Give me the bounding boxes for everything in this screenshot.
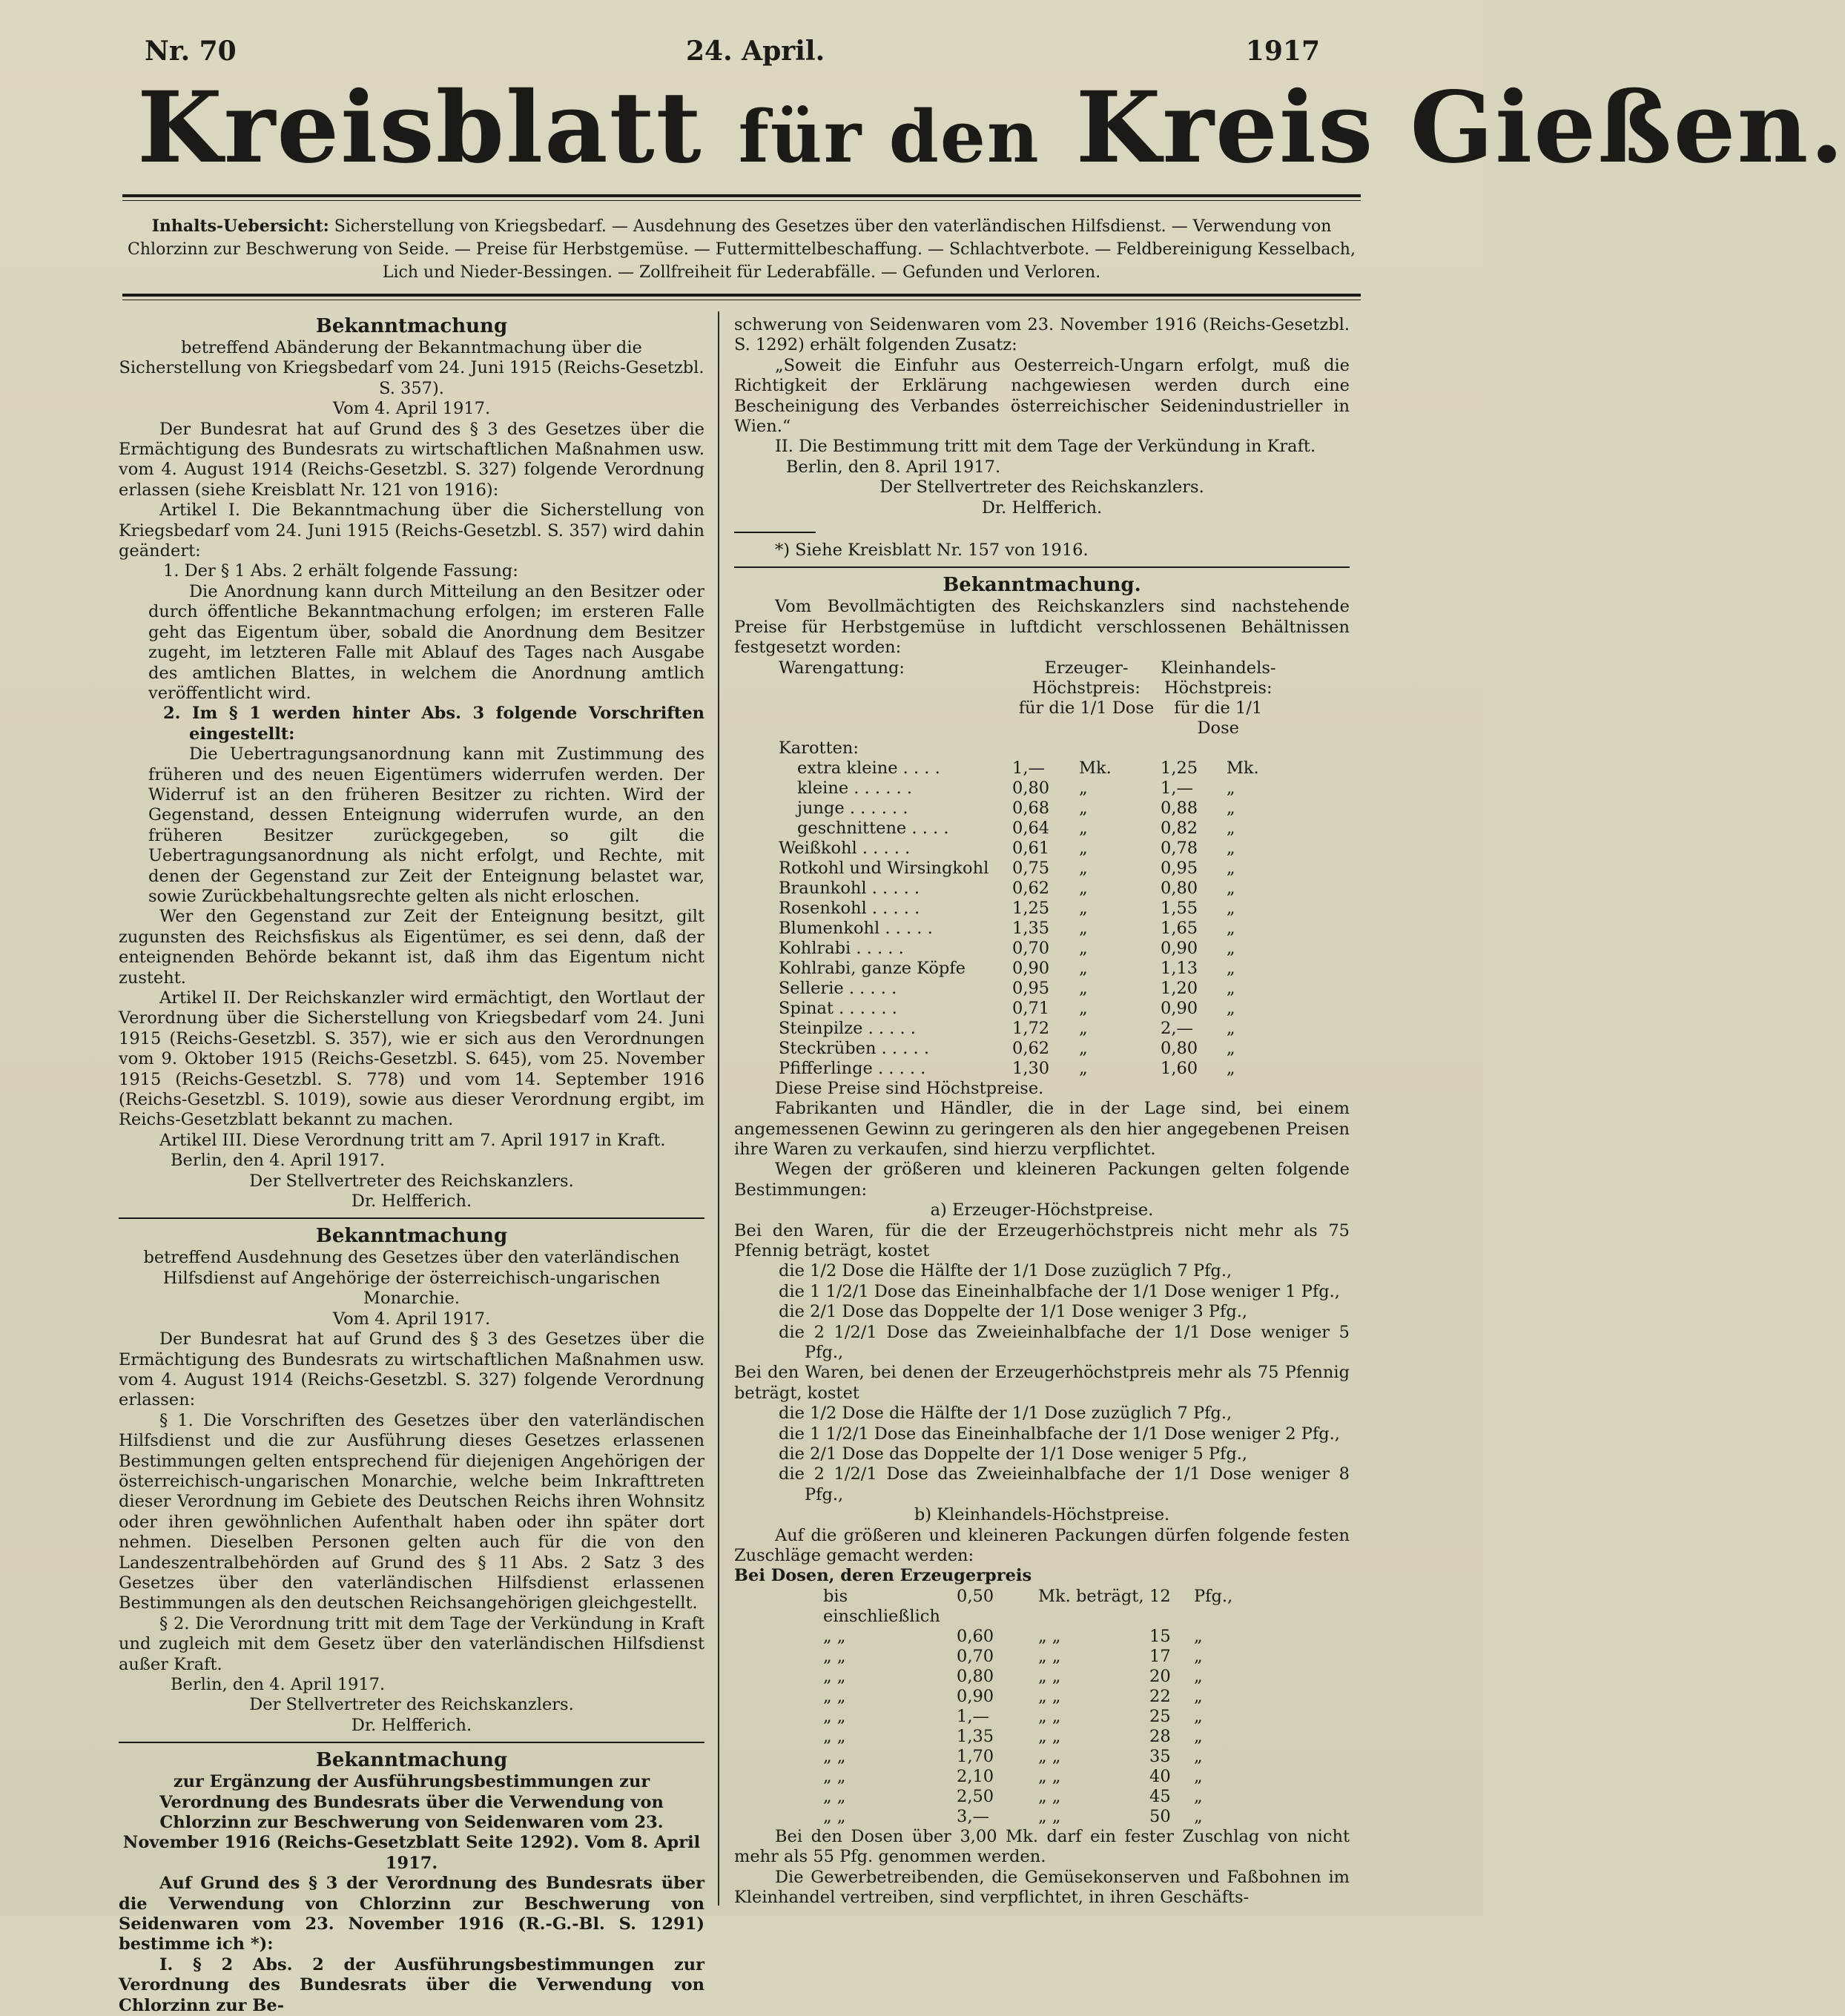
article-intro: Vom Bevollmächtigten des Reichskanzlers sind nachstehende Preise für Herbstgemüse in luftdicht verschlossenen Behältnissen festgesetzt worden: <box>734 597 1350 658</box>
article-paragraph: Die Anordnung kann durch Mitteilung an den Besitzer oder durch öffentliche Bekanntmachung erfolgen; im ersteren Falle geht das Eigentum über, sobald die Anordnung dem Besitzer zugeht, im letzteren Falle mit Ablauf des Tages nach Ausgabe des amtlichen Blattes, in welchem die Anordnung amtlich veröffentlicht wird. <box>148 581 704 703</box>
table-row <box>779 879 1275 899</box>
signature-role: Der Stellvertreter des Reichskanzlers. <box>249 1695 574 1715</box>
surcharge-cell-c: „ „ <box>1038 1746 1061 1766</box>
price-cell-e: 1,35 <box>1012 918 1050 938</box>
header-rule-thin <box>122 200 1361 201</box>
article-paragraph: Diese Preise sind Höchstpreise. <box>775 1078 1044 1098</box>
footnote-divider <box>734 532 816 533</box>
right-column <box>734 315 1350 1908</box>
signature-role: Der Stellvertreter des Reichskanzlers. <box>249 1171 574 1191</box>
price-cell-ku: „ <box>1226 998 1235 1018</box>
article-heading: Bekanntmachung <box>315 1749 508 1772</box>
price-cell-e: 0,95 <box>1012 978 1050 998</box>
table-row <box>823 1667 1232 1687</box>
surcharge-cell-c: „ „ <box>1038 1686 1061 1706</box>
price-cell-e: 1,25 <box>1012 898 1050 918</box>
article-continuation: schwerung von Seidenwaren vom 23. November 1916 (Reichs-Gesetzbl. S. 1292) erhält folgenden Zusatz: <box>734 315 1350 355</box>
article-paragraph: Artikel III. Diese Verordnung tritt am 7. April 1917 in Kraft. <box>159 1130 666 1150</box>
article-subtitle: betreffend Abänderung der Bekanntmachung über die Sicherstellung von Kriegsbedarf vom 24. Juni 1915 (Reichs-Gesetzbl. S. 357). <box>119 338 704 398</box>
issue-year: 1917 <box>1245 36 1320 67</box>
price-cell-ku: „ <box>1226 918 1235 938</box>
column-separator <box>718 311 719 1906</box>
surcharge-cell-b: 3,— <box>957 1806 989 1826</box>
section-heading: b) Kleinhandels-Höchstpreise. <box>914 1505 1170 1525</box>
table-row <box>779 899 1275 919</box>
table-row <box>779 919 1275 939</box>
article-paragraph: Bei Dosen, deren Erzeugerpreis <box>734 1566 1032 1586</box>
surcharge-cell-b: 0,80 <box>957 1666 994 1686</box>
surcharge-cell-b: 0,50 <box>957 1586 994 1606</box>
price-cell-name: Kohlrabi . . . . . <box>779 938 904 958</box>
price-cell-name: kleine . . . . . . <box>797 778 912 798</box>
surcharge-cell-c: „ „ <box>1038 1786 1061 1806</box>
article-divider <box>734 566 1350 568</box>
article-paragraph: Wer den Gegenstand zur Zeit der Enteignung besitzt, gilt zugunsten des Reichsfiskus als Eigentümer, es sei denn, daß der enteignenden Behörde bekannt ist, daß ihm das Eigentum nicht zusteht. <box>119 907 704 988</box>
price-cell-name: junge . . . . . . <box>797 798 908 818</box>
article-paragraph: Die Uebertragungsanordnung kann mit Zustimmung des früheren und des neuen Eigentümers widerrufen werden. Der Widerruf ist an den früheren Besitzer zu richten. Wird der Gegenstand, dessen Enteignung widerrufen wurde, an den früheren Besitzer zurückgegeben, so gilt die Uebertragungsanordnung als nicht erfolgt, und Rechte, mit denen der Gegenstand zur Zeit der Enteignung belastet war, sowie Zurückbehaltungsrechte gelten als nicht erloschen. <box>148 744 704 906</box>
surcharge-cell-e: „ <box>1194 1766 1203 1786</box>
table-row <box>779 959 1275 979</box>
table-row <box>823 1587 1232 1627</box>
surcharge-cell-a: „ „ <box>823 1686 846 1706</box>
article-date: Vom 4. April 1917. <box>332 399 491 419</box>
masthead-part-c: Kreis Gießen. <box>1075 70 1845 185</box>
masthead-part-b: für den <box>738 95 1040 179</box>
article-divider <box>119 1742 704 1743</box>
surcharge-cell-e: „ <box>1194 1666 1203 1686</box>
article-intro: Der Bundesrat hat auf Grund des § 3 des Gesetzes über die Ermächtigung des Bundesrats zu wirtschaftlichen Maßnahmen usw. vom 4. August 1914 (Reichs-Gesetzbl. S. 327) folgende Verordnung erlassen (siehe Kreisblatt Nr. 121 von 1916): <box>119 419 704 500</box>
price-cell-name: Rosenkohl . . . . . <box>779 898 920 918</box>
price-cell-name: Braunkohl . . . . . <box>779 878 920 898</box>
article-heading: Bekanntmachung <box>315 1225 508 1248</box>
price-cell-k: 0,95 <box>1161 858 1198 878</box>
price-cell-name: Sellerie . . . . . <box>779 978 897 998</box>
masthead-part-a: Kreisblatt <box>137 70 703 185</box>
table-row <box>779 979 1275 999</box>
surcharge-cell-d: 20 <box>1149 1666 1171 1686</box>
signature-name: Dr. Helfferich. <box>351 1715 472 1735</box>
section-heading: a) Erzeuger-Höchstpreise. <box>930 1200 1154 1220</box>
list-item: 1. Der § 1 Abs. 2 erhält folgende Fassung: <box>163 561 518 581</box>
surcharge-cell-c: „ „ <box>1038 1806 1061 1826</box>
price-cell-eu: „ <box>1079 858 1088 878</box>
surcharge-cell-b: 2,10 <box>957 1766 994 1786</box>
masthead-title <box>137 70 1845 193</box>
price-cell-ku: „ <box>1226 898 1235 918</box>
price-cell-ku: „ <box>1226 778 1235 798</box>
table-row <box>779 999 1275 1019</box>
surcharge-cell-c: „ „ <box>1038 1646 1061 1666</box>
price-cell-ku: „ <box>1226 1038 1235 1058</box>
surcharge-cell-e: „ <box>1194 1686 1203 1706</box>
price-cell-eu: „ <box>1079 918 1088 938</box>
surcharge-cell-d: 15 <box>1149 1626 1171 1646</box>
price-cell-ku: „ <box>1226 1058 1235 1078</box>
surcharge-cell-e: „ <box>1194 1706 1203 1726</box>
surcharge-cell-d: 17 <box>1149 1646 1171 1666</box>
price-cell-e: 0,62 <box>1012 878 1050 898</box>
table-row <box>779 1019 1275 1039</box>
article-paragraph: Bei den Waren, für die der Erzeugerhöchstpreis nicht mehr als 75 Pfennig beträgt, kostet <box>734 1220 1350 1260</box>
price-cell-eu: „ <box>1079 778 1088 798</box>
surcharge-cell-d: 35 <box>1149 1746 1171 1766</box>
surcharge-cell-c: „ „ <box>1038 1766 1061 1786</box>
article-paragraph: Fabrikanten und Händler, die in der Lage sind, bei einem angemessenen Gewinn zu geringeren als den hier angegebenen Preisen ihre Waren zu verkaufen, sind hierzu verpflichtet. <box>734 1099 1350 1159</box>
price-cell-k: 1,25 <box>1161 758 1198 778</box>
surcharge-cell-a: „ „ <box>823 1766 846 1786</box>
price-rows <box>779 759 1275 1079</box>
surcharge-cell-d: 45 <box>1149 1786 1171 1806</box>
price-cell-e: 0,71 <box>1012 998 1050 1018</box>
price-cell-eu: Mk. <box>1079 758 1112 778</box>
surcharge-cell-b: 1,— <box>957 1706 989 1726</box>
surcharge-cell-c: „ „ <box>1038 1726 1061 1746</box>
price-cell-name: extra kleine . . . . <box>797 758 940 778</box>
toc-label: Inhalts-Uebersicht: <box>151 217 329 236</box>
article-paragraph: Wegen der größeren und kleineren Packungen gelten folgende Bestimmungen: <box>734 1160 1350 1200</box>
surcharge-cell-e: „ <box>1194 1646 1203 1666</box>
price-cell-e: 0,75 <box>1012 858 1050 878</box>
table-header-row <box>779 658 1275 678</box>
issue-date: 24. April. <box>686 36 825 67</box>
price-cell-e: 0,68 <box>1012 798 1050 818</box>
article-heading: Bekanntmachung. <box>943 574 1141 597</box>
price-cell-name: Blumenkohl . . . . . <box>779 918 933 938</box>
signature-role: Der Stellvertreter des Reichskanzlers. <box>879 477 1204 498</box>
price-cell-eu: „ <box>1079 978 1088 998</box>
table-row <box>823 1767 1232 1787</box>
price-cell-k: 1,65 <box>1161 918 1198 938</box>
toc-rule <box>122 294 1361 297</box>
price-cell-ku: „ <box>1226 938 1235 958</box>
issue-line <box>145 36 1320 73</box>
list-item: die 1/2 Dose die Hälfte der 1/1 Dose zuzüglich 7 Pfg., <box>779 1261 1232 1281</box>
article-subtitle: zur Ergänzung der Ausführungsbestimmungen zur Verordnung des Bundesrats über die Verwendung von Chlorzinn zur Beschwerung von Seidenwaren vom 23. November 1916 (Reichs-Gesetzblatt Seite 1292). Vom 8. April 1917. <box>122 1772 701 1873</box>
price-cell-ku: „ <box>1226 838 1235 858</box>
table-row <box>823 1787 1232 1807</box>
article-paragraph: Artikel II. Der Reichskanzler wird ermächtigt, den Wortlaut der Verordnung über die Sicherstellung von Kriegsbedarf vom 24. Juni 1915 (Reichs-Gesetzbl. S. 357), wie er sich aus den Verordnungen vom 9. Oktober 1915 (Reichs-Gesetzbl. S. 645), vom 25. November 1915 (Reichs-Gesetzbl. S. 778) und vom 14. September 1916 (Reichs-Gesetzbl. S. 1019), sowie aus dieser Verordnung ergibt, im Reichs-Gesetzblatt bekannt zu machen. <box>119 988 704 1130</box>
list-item: 2. Im § 1 werden hinter Abs. 3 folgende Vorschriften eingestellt: <box>163 704 704 744</box>
price-cell-e: 0,70 <box>1012 938 1050 958</box>
price-cell-ku: Mk. <box>1226 758 1259 778</box>
list-item: die 1 1/2/1 Dose das Eineinhalbfache der 1/1 Dose weniger 2 Pfg., <box>779 1424 1340 1444</box>
table-of-contents <box>122 215 1361 284</box>
price-cell-e: 0,62 <box>1012 1038 1050 1058</box>
article-subtitle: betreffend Ausdehnung des Gesetzes über den vaterländischen Hilfsdienst auf Angehörige der österreichisch-ungarischen Monarchie. <box>143 1248 680 1309</box>
table-row <box>779 939 1275 959</box>
surcharge-table <box>823 1587 1232 1827</box>
surcharge-cell-d: 22 <box>1149 1686 1171 1706</box>
list-item: die 2 1/2/1 Dose das Zweieinhalbfache der 1/1 Dose weniger 8 Pfg., <box>779 1464 1350 1504</box>
article-paragraph: Die Gewerbetreibenden, die Gemüsekonserven und Faßbohnen im Kleinhandel vertreiben, sind verpflichtet, in ihren Geschäfts- <box>734 1867 1350 1908</box>
surcharge-cell-a: „ „ <box>823 1666 846 1686</box>
signature-place: Berlin, den 4. April 1917. <box>171 1151 386 1171</box>
price-cell-eu: „ <box>1079 998 1088 1018</box>
surcharge-cell-c: „ „ <box>1038 1706 1061 1726</box>
table-row <box>823 1707 1232 1727</box>
surcharge-cell-b: 1,35 <box>957 1726 994 1746</box>
list-item: die 1/2 Dose die Hälfte der 1/1 Dose zuzüglich 7 Pfg., <box>779 1404 1232 1424</box>
group-label: Karotten: <box>779 738 859 758</box>
surcharge-cell-d: 50 <box>1149 1806 1171 1826</box>
price-cell-k: 2,— <box>1161 1018 1193 1038</box>
article-paragraph: Bei den Waren, bei denen der Erzeugerhöchstpreis mehr als 75 Pfennig beträgt, kostet <box>734 1363 1350 1403</box>
price-cell-e: 1,30 <box>1012 1058 1050 1078</box>
price-cell-eu: „ <box>1079 898 1088 918</box>
price-cell-eu: „ <box>1079 958 1088 978</box>
price-cell-name: Rotkohl und Wirsingkohl <box>779 858 989 878</box>
table-group-row <box>779 738 1275 759</box>
surcharge-cell-a: „ „ <box>823 1706 846 1726</box>
column-header-kl-3: für die 1/1 Dose <box>1174 698 1263 738</box>
price-cell-k: 0,88 <box>1161 798 1198 818</box>
table-row <box>779 1039 1275 1059</box>
surcharge-cell-e: „ <box>1194 1786 1203 1806</box>
price-cell-k: 0,80 <box>1161 1038 1198 1058</box>
signature-name: Dr. Helfferich. <box>351 1192 472 1212</box>
column-header-ware: Warengattung: <box>779 658 905 678</box>
price-cell-ku: „ <box>1226 818 1235 838</box>
surcharge-cell-e: Pfg., <box>1194 1586 1233 1606</box>
table-row <box>779 1059 1275 1079</box>
price-cell-name: Weißkohl . . . . . <box>779 838 911 858</box>
price-cell-eu: „ <box>1079 1058 1088 1078</box>
article-paragraph: § 1. Die Vorschriften des Gesetzes über den vaterländischen Hilfsdienst und die zur Ausführung dieses Gesetzes erlassenen Bestimmungen gelten entsprechend für diejenigen Angehörigen der österreichisch-ungarischen Monarchie, welche beim Inkrafttreten dieser Verordnung im Gebiete des Deutschen Reichs ihren Wohnsitz oder ihren gewöhnlichen Aufenthalt haben oder ihn später dort nehmen. Dieselben Personen gelten auch für die von den Landeszentralbehörden auf Grund des § 11 Abs. 2 Satz 3 des Gesetzes über den vaterländischen Hilfsdienst erlassenen Bestimmungen als den deutschen Reichsangehörigen gleichgestellt. <box>119 1410 704 1613</box>
surcharge-cell-a: „ „ <box>823 1746 846 1766</box>
price-cell-eu: „ <box>1079 938 1088 958</box>
price-cell-eu: „ <box>1079 1038 1088 1058</box>
price-cell-k: 0,90 <box>1161 938 1198 958</box>
surcharge-cell-c: Mk. beträgt, <box>1038 1586 1144 1606</box>
price-cell-k: 1,60 <box>1161 1058 1198 1078</box>
price-cell-name: Spinat . . . . . . <box>779 998 897 1018</box>
price-cell-k: 0,90 <box>1161 998 1198 1018</box>
price-cell-name: Steckrüben . . . . . <box>779 1038 929 1058</box>
surcharge-cell-e: „ <box>1194 1626 1203 1646</box>
column-header-erz-3: für die 1/1 Dose <box>1018 698 1155 718</box>
article-quote: „Soweit die Einfuhr aus Oesterreich-Ungarn erfolgt, muß die Richtigkeit der Erklärung nachgewiesen werden durch eine Bescheinigung des Verbandes österreichischer Seidenindustrieller in Wien.“ <box>734 355 1350 437</box>
article-divider <box>119 1217 704 1219</box>
price-cell-name: Kohlrabi, ganze Köpfe <box>779 958 966 978</box>
column-header-erz-2: Höchstpreis: <box>1032 678 1141 698</box>
surcharge-cell-e: „ <box>1194 1746 1203 1766</box>
price-cell-ku: „ <box>1226 878 1235 898</box>
article-heading: Bekanntmachung <box>315 315 508 337</box>
price-cell-e: 0,80 <box>1012 778 1050 798</box>
signature-name: Dr. Helfferich. <box>981 498 1103 518</box>
surcharge-cell-d: 40 <box>1149 1766 1171 1786</box>
price-cell-k: 0,80 <box>1161 878 1198 898</box>
table-row <box>779 859 1275 879</box>
surcharge-cell-a: bis einschließlich <box>823 1586 940 1626</box>
article-date: Vom 4. April 1917. <box>332 1309 491 1329</box>
column-header-erz-1: Erzeuger- <box>1044 658 1129 678</box>
price-cell-name: Steinpilze . . . . . <box>779 1018 916 1038</box>
list-item: die 2/1 Dose das Doppelte der 1/1 Dose weniger 5 Pfg., <box>779 1444 1248 1464</box>
price-cell-ku: „ <box>1226 958 1235 978</box>
surcharge-cell-b: 1,70 <box>957 1746 994 1766</box>
column-header-kl-2: Höchstpreis: <box>1164 678 1273 698</box>
table-row <box>779 819 1275 839</box>
article-intro: Der Bundesrat hat auf Grund des § 3 des Gesetzes über die Ermächtigung des Bundesrats zu wirtschaftlichen Maßnahmen usw. vom 4. August 1914 (Reichs-Gesetzbl. S. 327) folgende Verordnung erlassen: <box>119 1329 704 1410</box>
price-cell-eu: „ <box>1079 1018 1088 1038</box>
column-header-kl-1: Kleinhandels- <box>1161 658 1276 678</box>
surcharge-cell-d: 25 <box>1149 1706 1171 1726</box>
price-cell-k: 1,20 <box>1161 978 1198 998</box>
surcharge-cell-a: „ „ <box>823 1726 846 1746</box>
list-item: die 2/1 Dose das Doppelte der 1/1 Dose weniger 3 Pfg., <box>779 1302 1248 1322</box>
surcharge-cell-d: 28 <box>1149 1726 1171 1746</box>
price-cell-eu: „ <box>1079 798 1088 818</box>
surcharge-cell-b: 0,90 <box>957 1686 994 1706</box>
article-paragraph: § 2. Die Verordnung tritt mit dem Tage der Verkündung in Kraft und zugleich mit dem Gesetz über den vaterländischen Hilfsdienst außer Kraft. <box>119 1613 704 1674</box>
surcharge-cell-c: „ „ <box>1038 1626 1061 1646</box>
header-rule <box>122 194 1361 197</box>
surcharge-cell-a: „ „ <box>823 1626 846 1646</box>
toc-text: Sicherstellung von Kriegsbedarf. — Ausdehnung des Gesetzes über den vaterländischen Hilfsdienst. — Verwendung von Chlorzinn zur Beschwerung von Seide. — Preise für Herbstgemüse. — Futtermittelbeschaffung. — Schlachtverbote. — Feldbereinigung Kesselbach, Lich und Nieder-Bessingen. — Zollfreiheit für Lederabfälle. — Gefunden und Verloren. <box>128 217 1356 282</box>
signature-place: Berlin, den 8. April 1917. <box>786 457 1001 477</box>
surcharge-cell-b: 0,60 <box>957 1626 994 1646</box>
article-intro: Auf Grund des § 3 der Verordnung des Bundesrats über die Verwendung von Chlorzinn zur Beschwerung von Seidenwaren vom 23. November 1916 (R.-G.-Bl. S. 1291) bestimme ich *): <box>119 1874 704 1954</box>
article-paragraph: II. Die Bestimmung tritt mit dem Tage der Verkündung in Kraft. <box>775 437 1316 457</box>
surcharge-cell-a: „ „ <box>823 1646 846 1666</box>
price-cell-k: 1,— <box>1161 778 1193 798</box>
table-row <box>779 759 1275 779</box>
price-cell-k: 0,78 <box>1161 838 1198 858</box>
table-row <box>823 1627 1232 1647</box>
price-cell-k: 0,82 <box>1161 818 1198 838</box>
price-cell-eu: „ <box>1079 878 1088 898</box>
footnote: *) Siehe Kreisblatt Nr. 157 von 1916. <box>775 541 1089 561</box>
price-cell-e: 1,72 <box>1012 1018 1050 1038</box>
surcharge-cell-a: „ „ <box>823 1806 846 1826</box>
surcharge-cell-b: 0,70 <box>957 1646 994 1666</box>
table-row <box>823 1687 1232 1707</box>
signature-place: Berlin, den 4. April 1917. <box>171 1675 386 1694</box>
table-row <box>823 1807 1232 1827</box>
surcharge-cell-e: „ <box>1194 1806 1203 1826</box>
price-cell-e: 1,— <box>1012 758 1045 778</box>
list-item: die 2 1/2/1 Dose das Zweieinhalbfache der 1/1 Dose weniger 5 Pfg., <box>779 1322 1350 1362</box>
price-cell-k: 1,55 <box>1161 898 1198 918</box>
price-table <box>779 658 1275 1079</box>
price-cell-eu: „ <box>1079 838 1088 858</box>
surcharge-cell-d: 12 <box>1149 1586 1171 1606</box>
table-row <box>823 1727 1232 1747</box>
table-row <box>823 1747 1232 1767</box>
surcharge-rows <box>823 1587 1232 1827</box>
table-header-row <box>779 698 1275 738</box>
issue-number: Nr. 70 <box>145 36 237 67</box>
surcharge-cell-c: „ „ <box>1038 1666 1061 1686</box>
article-paragraph: Bei den Dosen über 3,00 Mk. darf ein fester Zuschlag von nicht mehr als 55 Pfg. genommen werden. <box>734 1826 1350 1867</box>
price-cell-e: 0,90 <box>1012 958 1050 978</box>
article-paragraph: Artikel I. Die Bekanntmachung über die Sicherstellung von Kriegsbedarf vom 24. Juni 1915 (Reichs-Gesetzbl. S. 357) wird dahin geändert: <box>119 500 704 561</box>
price-cell-name: geschnittene . . . . <box>797 818 949 838</box>
price-cell-e: 0,61 <box>1012 838 1050 858</box>
price-cell-ku: „ <box>1226 798 1235 818</box>
price-cell-ku: „ <box>1226 978 1235 998</box>
price-cell-name: Pfifferlinge . . . . . <box>779 1058 926 1078</box>
table-row <box>779 799 1275 819</box>
price-cell-eu: „ <box>1079 818 1088 838</box>
list-item: die 1 1/2/1 Dose das Eineinhalbfache der 1/1 Dose weniger 1 Pfg., <box>779 1281 1340 1301</box>
price-cell-ku: „ <box>1226 1018 1235 1038</box>
table-row <box>823 1647 1232 1667</box>
article-paragraph: Auf die größeren und kleineren Packungen dürfen folgende festen Zuschläge gemacht werden: <box>734 1525 1350 1566</box>
table-row <box>779 779 1275 799</box>
price-cell-e: 0,64 <box>1012 818 1050 838</box>
table-header-row <box>779 678 1275 698</box>
surcharge-cell-b: 2,50 <box>957 1786 994 1806</box>
surcharge-cell-a: „ „ <box>823 1786 846 1806</box>
price-cell-k: 1,13 <box>1161 958 1198 978</box>
surcharge-cell-e: „ <box>1194 1726 1203 1746</box>
price-cell-ku: „ <box>1226 858 1235 878</box>
left-column <box>119 315 704 2016</box>
table-row <box>779 839 1275 859</box>
article-paragraph: I. § 2 Abs. 2 der Ausführungsbestimmungen zur Verordnung des Bundesrats über die Verwendung von Chlorzinn zur Be- <box>119 1954 704 2015</box>
